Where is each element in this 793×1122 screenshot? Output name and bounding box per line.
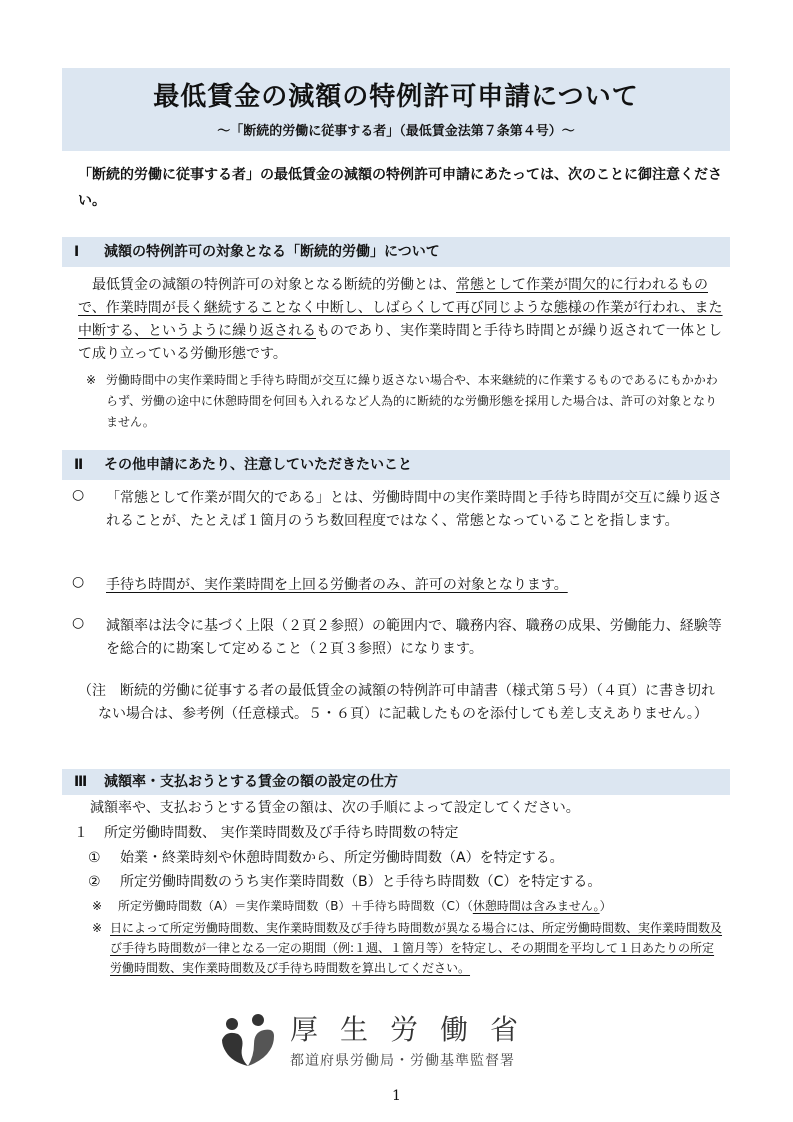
title-box: [62, 68, 730, 151]
ministry-name: 厚生労働省: [290, 1013, 541, 1046]
section-3-heading: [62, 769, 730, 795]
note-2: 日によって所定労働時間数、実作業時間数及び手待ち時間数が異なる場合には、所定労働時間数、実作業時間数及び手待ち時間数が一律となる一定の期間（例:１週、１箇月等）を特定し、その期間を平均して１日あたりの所定労働時間数、実作業時間数及び手待ち時間数を算出してください。: [110, 921, 723, 975]
note-2-mark: ※: [92, 921, 103, 935]
note-1-text-underlined: 休憩時間は含みません。: [472, 899, 600, 913]
section-3-number: Ⅲ: [74, 774, 88, 790]
section-1-note: 労働時間中の実作業時間と手待ち時間が交互に繰り返さない場合や、本来継続的に作業するものであるにもかかわらず、労働の途中に休憩時間を何回も入れるなど人為的に断続的な労働形態を採用した場合は、許可の対象となりません。: [106, 373, 718, 429]
section-2-note: （注 断続的労働に従事する者の最低賃金の減額の特例許可申請書（様式第５号）（４頁）に書き切れない場合は、参考例（任意様式。５・６頁）に記載したものを添付しても差し支えありません。）: [78, 683, 715, 722]
bullet-1: ○: [72, 487, 85, 503]
section-2-heading: [62, 450, 730, 480]
sub-step-1-number: ①: [88, 850, 101, 866]
step-1-title: 所定労働時間数、 実作業時間数及び手待ち時間数の特定: [104, 825, 459, 841]
section-2-item-1-text: 「常態として作業が間欠的である」とは、労働時間中の実作業時間と手待ち時間が交互に繰り返されることが、たとえば１箇月のうち数回程度ではなく、常態となっていることを指します。: [106, 490, 722, 529]
document-title: 最低賃金の減額の特例許可申請について: [153, 82, 639, 112]
section-2-item-2: 手待ち時間が、実作業時間を上回る労働者のみ、許可の対象となります。: [106, 577, 568, 593]
intro-text: 「断続的労働に従事する者」の最低賃金の減額の特例許可申請にあたっては、次のことに御注意ください。: [78, 167, 722, 209]
section-1-number: Ⅰ: [74, 244, 80, 260]
ministry-logo-icon: [218, 1010, 278, 1070]
section-3-intro: 減額率や、支払おうとする賃金の額は、次の手順によって設定してください。: [90, 800, 580, 816]
section-1-title: 減額の特例許可の対象となる「断続的労働」について: [104, 244, 440, 260]
page-number: 1: [392, 1088, 401, 1104]
sub-step-2-number: ②: [88, 874, 101, 890]
section-1-heading: [62, 237, 730, 267]
section-1-note-mark: ※: [86, 373, 97, 387]
sub-step-1: 始業・終業時刻や休憩時間数から、所定労働時間数（A）を特定する。: [120, 850, 564, 866]
section-2-number: Ⅱ: [74, 457, 84, 473]
sub-step-2: 所定労働時間数のうち実作業時間数（B）と手待ち時間数（C）を特定する。: [120, 874, 602, 890]
section-2-title: その他申請にあたり、注意していただきたいこと: [104, 457, 412, 473]
note-1-mark: ※: [92, 899, 103, 913]
section-2-item-3: 減額率は法令に基づく上限（２頁２参照）の範囲内で、職務内容、職務の成果、労働能力、経験等を総合的に勘案して定めること（２頁３参照）になります。: [106, 618, 722, 657]
section-1-text-underlined: 常態として作業が間欠的に行われるもので、作業時間が長く継続することなく中断し、しばらくして再び同じような態様の作業が行われ、また中断する、というように繰り返される: [78, 277, 723, 339]
note-1-text-a: 所定労働時間数（A）＝実作業時間数（B）＋手待ち時間数（C）（: [118, 899, 473, 913]
section-2-item-1: [106, 487, 722, 533]
section-1-text-a: 最低賃金の減額の特例許可の対象となる断続的労働とは、: [92, 277, 456, 293]
note-1-text-c: ）: [599, 899, 612, 913]
section-1-text-c: ものであり、実作業時間と手待ち時間とが繰り返されて一体として成り立っている労働形態です。: [78, 323, 722, 362]
bullet-3: ○: [72, 615, 85, 631]
bureau-name: 都道府県労働局・労働基準監督署: [290, 1053, 515, 1069]
note-1: [118, 896, 728, 917]
section-1-paragraph: [78, 274, 724, 366]
step-1-number: １: [74, 825, 88, 841]
document-subtitle: ～「断続的労働に従事する者」（最低賃金法第７条第４号）～: [217, 124, 575, 139]
bullet-2: ○: [72, 574, 85, 590]
section-3-title: 減額率・支払おうとする賃金の額の設定の仕方: [104, 774, 398, 790]
